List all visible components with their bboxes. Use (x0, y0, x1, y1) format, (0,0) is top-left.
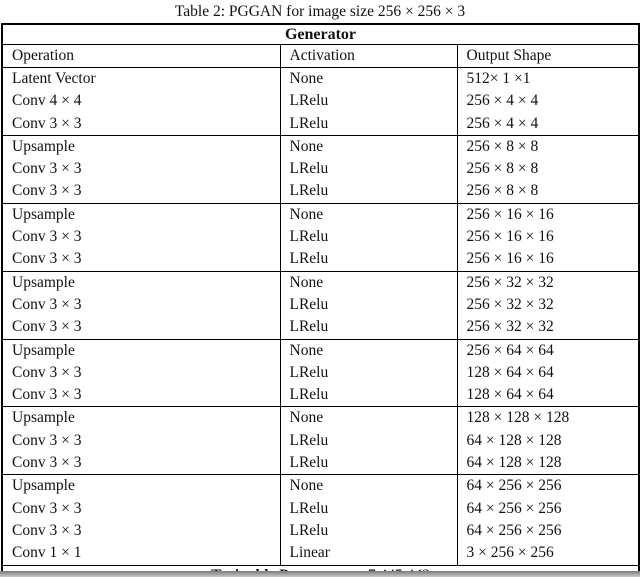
activation-cell: LRelu (280, 498, 457, 520)
table-row (2, 113, 639, 136)
output-shape-cell: 256 × 32 × 32 (457, 271, 639, 294)
table-row (2, 362, 639, 384)
column-header-activation: Activation (280, 45, 457, 68)
table-row (2, 90, 639, 112)
table-row (2, 384, 639, 407)
operation-cell: Conv 3 × 3 (12, 499, 82, 517)
table-row (2, 180, 639, 203)
output-shape-cell: 256 × 8 × 8 (457, 158, 639, 180)
activation-cell: LRelu (280, 113, 457, 136)
activation-cell: LRelu (280, 520, 457, 542)
table-row (2, 316, 639, 339)
output-shape-cell: 64 × 128 × 128 (457, 430, 639, 452)
table-row (2, 226, 639, 248)
output-shape-cell: 64 × 256 × 256 (457, 498, 639, 520)
output-shape-cell: 512× 1 ×1 (457, 68, 639, 91)
table-row (2, 339, 639, 362)
activation-cell: Linear (280, 542, 457, 565)
operation-cell: Conv 3 × 3 (12, 521, 82, 539)
activation-cell: LRelu (280, 362, 457, 384)
activation-cell: LRelu (280, 452, 457, 475)
activation-cell: LRelu (280, 294, 457, 316)
output-shape-cell: 128 × 128 × 128 (457, 407, 639, 430)
table-row (2, 135, 639, 158)
output-shape-cell: 256 × 32 × 32 (457, 316, 639, 339)
activation-cell: None (280, 475, 457, 498)
activation-cell: LRelu (280, 430, 457, 452)
operation-cell: Conv 3 × 3 (12, 318, 82, 336)
operation-cell: Upsample (2, 135, 280, 158)
output-shape-cell: 64 × 256 × 256 (457, 520, 639, 542)
operation-cell: Upsample (2, 203, 280, 226)
operation-cell: Conv 3 × 3 (12, 363, 82, 381)
operation-cell: Upsample (2, 271, 280, 294)
output-shape-cell: 64 × 256 × 256 (457, 475, 639, 498)
table-group-header-row (2, 24, 639, 45)
activation-cell: LRelu (280, 316, 457, 339)
operation-cell: Conv 3 × 3 (12, 431, 82, 449)
column-header-output-shape: Output Shape (457, 45, 639, 68)
table-row (2, 294, 639, 316)
output-shape-cell: 3 × 256 × 256 (457, 542, 639, 565)
table-row (2, 430, 639, 452)
table-row (2, 271, 639, 294)
activation-cell: None (280, 339, 457, 362)
operation-cell: Upsample (2, 475, 280, 498)
operation-cell: Conv 1 × 1 (12, 544, 82, 562)
scan-edge-shadow (0, 571, 640, 577)
output-shape-cell: 256 × 32 × 32 (457, 294, 639, 316)
operation-cell: Conv 3 × 3 (12, 228, 82, 246)
table-caption: Table 2: PGGAN for image size 256 × 256 × 3 (174, 3, 466, 20)
output-shape-cell: 256 × 16 × 16 (457, 248, 639, 271)
output-shape-cell: 64 × 128 × 128 (457, 452, 639, 475)
operation-cell: Conv 3 × 3 (12, 160, 82, 178)
operation-cell: Conv 3 × 3 (12, 386, 82, 404)
activation-cell: LRelu (280, 384, 457, 407)
activation-cell: None (280, 271, 457, 294)
table-body (2, 68, 639, 566)
table-row (2, 248, 639, 271)
output-shape-cell: 256 × 16 × 16 (457, 226, 639, 248)
operation-cell: Conv 3 × 3 (12, 454, 82, 472)
activation-cell: None (280, 407, 457, 430)
table-row (2, 452, 639, 475)
output-shape-cell: 128 × 64 × 64 (457, 384, 639, 407)
table-row (2, 203, 639, 226)
output-shape-cell: 256 × 16 × 16 (457, 203, 639, 226)
operation-cell: Conv 4 × 4 (12, 92, 82, 110)
table-column-header-row (2, 45, 639, 68)
activation-cell: None (280, 68, 457, 91)
activation-cell: None (280, 203, 457, 226)
column-header-operation: Operation (2, 45, 280, 68)
operation-cell: Conv 3 × 3 (12, 295, 82, 313)
output-shape-cell: 256 × 4 × 4 (457, 113, 639, 136)
activation-cell: LRelu (280, 248, 457, 271)
table-row (2, 475, 639, 498)
operation-cell: Upsample (2, 407, 280, 430)
output-shape-cell: 128 × 64 × 64 (457, 362, 639, 384)
activation-cell: LRelu (280, 90, 457, 112)
operation-cell: Conv 3 × 3 (12, 182, 82, 200)
output-shape-cell: 256 × 64 × 64 (457, 339, 639, 362)
table-row (2, 520, 639, 542)
operation-cell: Conv 3 × 3 (12, 250, 82, 268)
operation-cell: Conv 3 × 3 (12, 114, 82, 132)
activation-cell: LRelu (280, 158, 457, 180)
output-shape-cell: 256 × 4 × 4 (457, 90, 639, 112)
table-row (2, 498, 639, 520)
activation-cell: None (280, 135, 457, 158)
output-shape-cell: 256 × 8 × 8 (457, 135, 639, 158)
operation-cell: Upsample (2, 339, 280, 362)
table-row (2, 158, 639, 180)
pggan-generator-table (1, 23, 640, 577)
table-row (2, 407, 639, 430)
operation-cell: Latent Vector (2, 68, 280, 91)
generator-header: Generator (2, 24, 639, 45)
output-shape-cell: 256 × 8 × 8 (457, 180, 639, 203)
table-row (2, 68, 639, 91)
activation-cell: LRelu (280, 180, 457, 203)
activation-cell: LRelu (280, 226, 457, 248)
table-row (2, 542, 639, 565)
